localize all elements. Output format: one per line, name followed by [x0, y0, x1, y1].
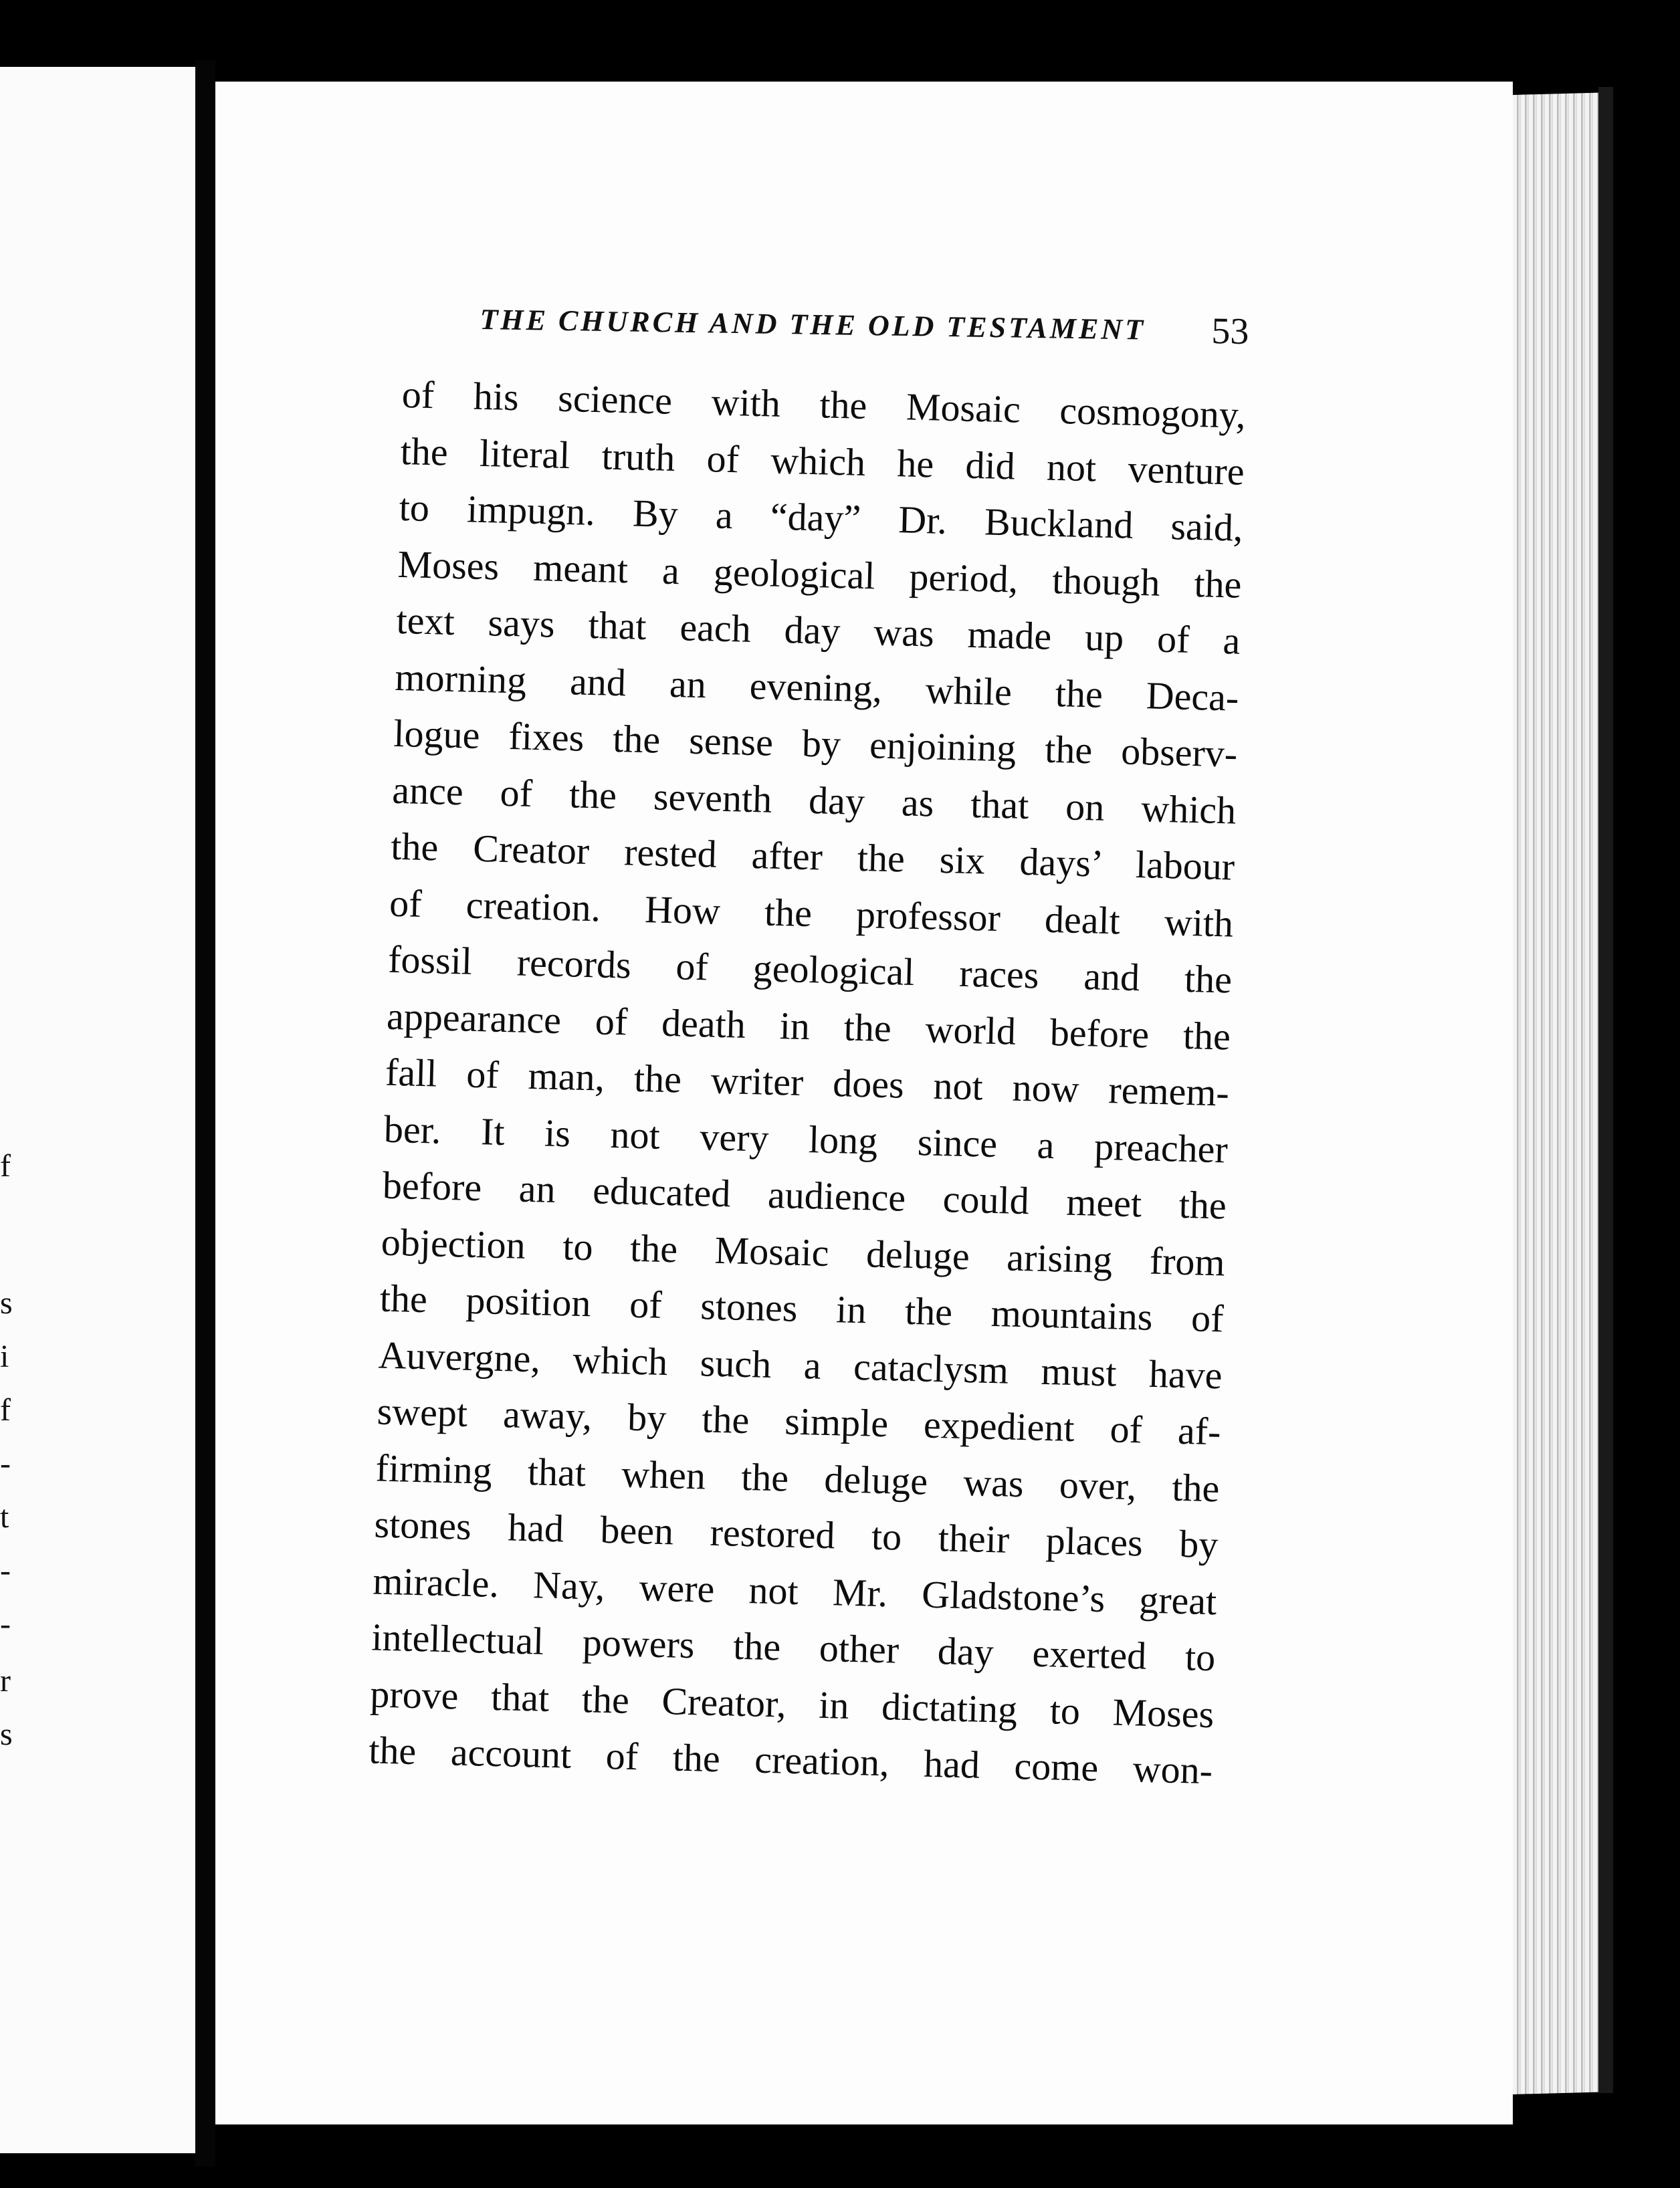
- left-page-fragment: r: [0, 1663, 11, 1699]
- text-line: logue fixes the sense by enjoining the observ-: [393, 711, 1239, 776]
- text-line: miracle. Nay, were not Mr. Gladstone’s great: [372, 1558, 1218, 1623]
- left-page-fragment: t: [0, 1499, 9, 1535]
- left-page-fragment: -: [0, 1553, 11, 1588]
- text-line: Auvergne, which such a cataclysm must have: [378, 1333, 1223, 1397]
- text-line: of his science with the Mosaic cosmogony,: [401, 372, 1247, 437]
- left-page-fragment: s: [0, 1285, 13, 1321]
- text-line: the position of stones in the mountains of: [379, 1276, 1225, 1341]
- text-line: the literal truth of which he did not venture: [400, 429, 1245, 494]
- body-text: [368, 366, 1246, 1799]
- text-line: of creation. How the professor dealt with: [389, 881, 1234, 946]
- text-line: intellectual powers the other day exerted to: [371, 1615, 1216, 1680]
- text-line: swept away, by the simple expedient of af-: [377, 1389, 1222, 1454]
- text-line: before an educated audience could meet the: [382, 1163, 1227, 1228]
- text-line: the account of the creation, had come won-: [368, 1728, 1213, 1793]
- text-line: ber. It is not very long since a preacher: [383, 1107, 1229, 1171]
- left-page-fragment: i: [0, 1339, 9, 1374]
- text-line: text says that each day was made up of a: [395, 598, 1241, 663]
- text-line: prove that the Creator, in dictating to Moses: [369, 1671, 1215, 1736]
- running-head: [480, 302, 1249, 374]
- text-line: fossil records of geological races and the: [387, 937, 1233, 1002]
- text-line: objection to the Mosaic deluge arising from: [381, 1220, 1226, 1284]
- text-line: firming that when the deluge was over, the: [375, 1446, 1221, 1510]
- text-line: ance of the seventh day as that on which: [391, 768, 1237, 833]
- text-line: morning and an evening, while the Deca-: [394, 655, 1240, 720]
- cover-edge: [1598, 87, 1613, 2093]
- left-facing-page: [0, 67, 195, 2153]
- left-page-fragment: f: [0, 1148, 11, 1184]
- text-line: stones had been restored to their places by: [373, 1502, 1219, 1567]
- left-page-fragment: -: [0, 1606, 11, 1642]
- left-page-fragment: f: [0, 1392, 11, 1428]
- left-page-fragment: -: [0, 1446, 11, 1481]
- left-page-fragment: s: [0, 1717, 13, 1752]
- running-head-title: THE CHURCH AND THE OLD TESTAMENT: [480, 302, 1146, 346]
- text-line: Moses meant a geological period, though the: [397, 542, 1243, 607]
- text-line: the Creator rested after the six days’ labour: [390, 824, 1235, 889]
- text-line: appearance of death in the world before the: [386, 994, 1231, 1059]
- text-line: fall of man, the writer does not now remem-: [385, 1050, 1230, 1115]
- page-number: 53: [1211, 310, 1249, 353]
- text-line: to impugn. By a “day” Dr. Buckland said,: [399, 485, 1244, 550]
- book-gutter: [195, 60, 215, 2167]
